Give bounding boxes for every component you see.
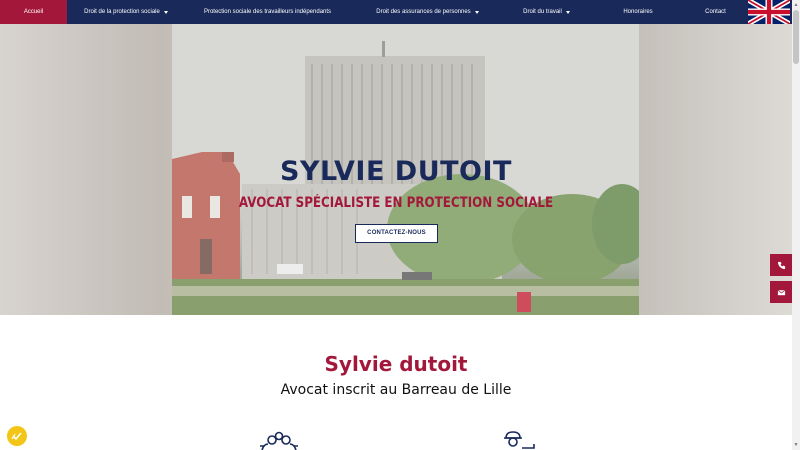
nav-item-label: Contact <box>705 9 726 15</box>
nav-item-protection-independants[interactable] <box>185 0 350 24</box>
vertical-scrollbar[interactable] <box>792 0 800 450</box>
email-icon <box>777 288 786 297</box>
nav-item-droit-assurances[interactable] <box>350 0 505 24</box>
intro-subtitle: Avocat inscrit au Barreau de Lille <box>280 382 512 398</box>
nav-item-droit-protection-sociale[interactable] <box>67 0 185 24</box>
phone-button[interactable] <box>770 254 792 276</box>
scroll-thumb[interactable] <box>793 10 799 64</box>
hero-banner <box>0 24 792 315</box>
nav-item-label: Protection sociale des travailleurs indépendants <box>203 9 332 15</box>
intro-title: Sylvie dutoit <box>324 352 468 376</box>
nav-item-label: Accueil <box>23 9 44 15</box>
main-nav <box>0 0 792 24</box>
scroll-down-arrow-icon[interactable]: ▼ <box>793 442 799 448</box>
scroll-up-arrow-icon[interactable]: ▲ <box>793 2 799 8</box>
caret-down-icon <box>566 11 570 14</box>
cookie-check-icon <box>11 430 23 442</box>
cookie-consent-button[interactable] <box>7 426 27 446</box>
uk-flag-icon[interactable] <box>748 0 790 24</box>
worker-person-icon <box>500 430 536 450</box>
nav-item-droit-travail[interactable] <box>505 0 588 24</box>
hero-title: SYLVIE DUTOIT <box>280 156 512 187</box>
nav-item-label: Droit de la protection sociale <box>84 9 160 15</box>
contact-button[interactable]: CONTACTEZ-NOUS <box>355 224 438 243</box>
phone-icon <box>777 261 786 270</box>
nav-item-accueil[interactable] <box>0 0 67 24</box>
caret-down-icon <box>475 11 479 14</box>
caret-down-icon <box>164 11 168 14</box>
email-button[interactable] <box>770 281 792 303</box>
nav-item-contact[interactable] <box>688 0 743 24</box>
nav-item-honoraires[interactable] <box>588 0 688 24</box>
nav-item-label: Honoraires <box>623 9 653 15</box>
family-group-icon <box>258 430 300 450</box>
nav-item-label: Droit des assurances de personnes <box>376 9 471 15</box>
nav-item-label: Droit du travail <box>523 9 562 15</box>
hero-subtitle: AVOCAT SPÉCIALISTE EN PROTECTION SOCIALE <box>238 195 554 211</box>
